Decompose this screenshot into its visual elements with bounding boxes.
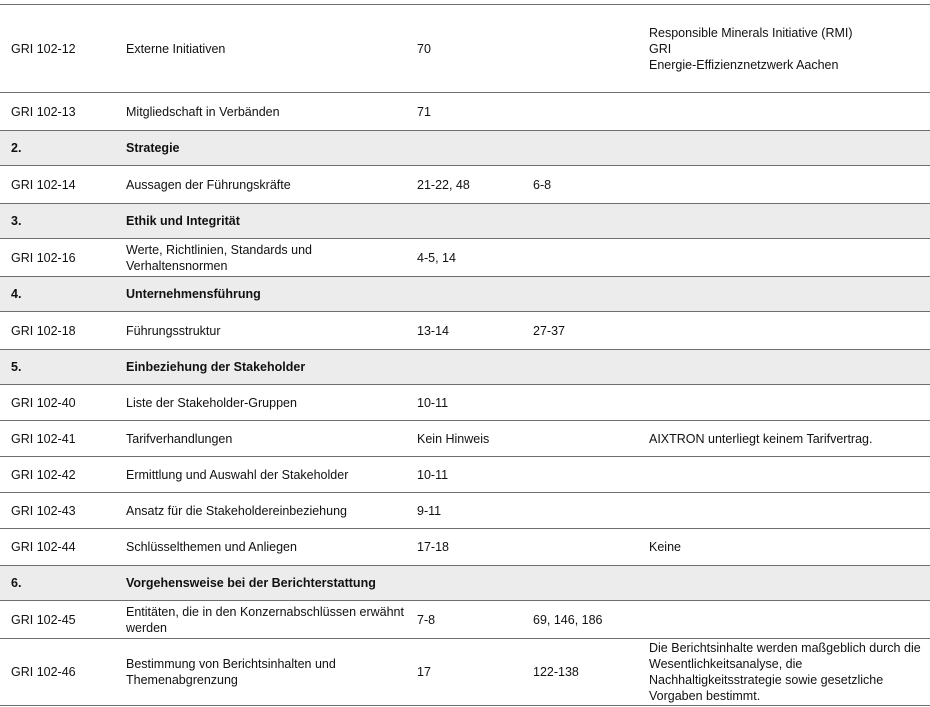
page-reference: 9-11 — [417, 503, 442, 518]
page-reference: Kein Hinweis — [417, 431, 490, 446]
table-row — [0, 385, 930, 421]
page-reference: 17 — [417, 665, 431, 679]
disclosure-title: Externe Initiativen — [126, 41, 226, 56]
page-reference: 10-11 — [417, 395, 449, 410]
table-row — [0, 312, 930, 350]
disclosure-title: Tarifverhandlungen — [126, 431, 233, 446]
annual-report-reference — [522, 93, 638, 131]
gri-code: GRI 102-43 — [11, 503, 76, 518]
annual-report-reference — [522, 529, 638, 566]
comment-line: AIXTRON unterliegt keinem Tarifvertrag. — [649, 431, 873, 446]
gri-code: GRI 102-14 — [11, 177, 76, 192]
table-row — [0, 166, 930, 204]
page-reference: 70 — [417, 41, 431, 56]
table-row — [0, 639, 930, 706]
gri-index-body — [0, 5, 930, 706]
comment-cell — [638, 493, 930, 529]
annual-report-reference — [522, 239, 638, 277]
comment-line: Die Berichtsinhalte werden maßgeblich durch die Wesentlichkeitsanalyse, die Nachhaltigkeitsstrategie sowie gesetzliche Vorgaben bestimmt. — [649, 641, 921, 703]
disclosure-title: Ermittlung und Auswahl der Stakeholder — [126, 467, 349, 482]
disclosure-title: Liste der Stakeholder-Gruppen — [126, 395, 297, 410]
disclosure-title: Ansatz für die Stakeholdereinbeziehung — [126, 503, 347, 518]
comment-cell — [638, 457, 930, 493]
annual-report-reference — [522, 5, 638, 93]
gri-code: GRI 102-45 — [11, 612, 76, 627]
comment-cell — [638, 312, 930, 350]
section-row — [0, 204, 930, 239]
disclosure-title: Führungsstruktur — [126, 323, 221, 338]
annual-report-reference — [522, 493, 638, 529]
disclosure-title: Schlüsselthemen und Anliegen — [126, 540, 297, 554]
page-reference: 13-14 — [417, 323, 449, 338]
gri-code: GRI 102-16 — [11, 250, 76, 265]
section-row — [0, 566, 930, 601]
disclosure-title: Entitäten, die in den Konzernabschlüssen erwähnt werden — [126, 604, 404, 635]
comment-cell — [638, 239, 930, 277]
section-number: 6. — [11, 576, 22, 590]
section-title: Unternehmensführung — [126, 287, 261, 301]
page-reference: 17-18 — [417, 540, 449, 554]
section-row — [0, 131, 930, 166]
table-row — [0, 493, 930, 529]
comment-cell — [638, 421, 930, 457]
gri-code: GRI 102-12 — [11, 41, 76, 56]
gri-code: GRI 102-40 — [11, 395, 76, 410]
section-number: 4. — [11, 287, 22, 301]
table-row — [0, 5, 930, 93]
annual-report-reference — [522, 385, 638, 421]
comment-line: Keine — [649, 540, 681, 554]
section-title: Ethik und Integrität — [126, 214, 240, 228]
section-number: 3. — [11, 214, 22, 228]
section-title: Einbeziehung der Stakeholder — [126, 360, 306, 374]
annual-report-reference: 122-138 — [533, 665, 579, 679]
table-row — [0, 239, 930, 277]
table-row — [0, 93, 930, 131]
table-row — [0, 529, 930, 566]
annual-report-reference: 69, 146, 186 — [533, 612, 603, 627]
annual-report-reference: 27-37 — [533, 323, 565, 338]
page-reference: 10-11 — [417, 467, 449, 482]
section-title: Strategie — [126, 141, 180, 155]
disclosure-title: Bestimmung von Berichtsinhalten und Themenabgrenzung — [126, 657, 336, 687]
gri-index-table — [0, 4, 930, 706]
page-reference: 7-8 — [417, 612, 436, 627]
gri-code: GRI 102-13 — [11, 104, 76, 119]
annual-report-reference — [522, 421, 638, 457]
comment-cell — [638, 166, 930, 204]
disclosure-title: Mitgliedschaft in Verbänden — [126, 104, 280, 119]
gri-code: GRI 102-46 — [11, 665, 76, 679]
page-reference: 21-22, 48 — [417, 177, 470, 192]
disclosure-title: Aussagen der Führungskräfte — [126, 177, 291, 192]
comment-cell — [638, 5, 930, 93]
gri-code: GRI 102-44 — [11, 540, 76, 554]
disclosure-title: Werte, Richtlinien, Standards und Verhaltensnormen — [126, 242, 312, 273]
gri-code: GRI 102-42 — [11, 467, 76, 482]
page-reference: 4-5, 14 — [417, 250, 456, 265]
comment-line: GRI — [649, 41, 672, 56]
table-row — [0, 601, 930, 639]
comment-cell — [638, 385, 930, 421]
section-row — [0, 277, 930, 312]
gri-code: GRI 102-18 — [11, 323, 76, 338]
section-number: 2. — [11, 141, 22, 155]
gri-code: GRI 102-41 — [11, 431, 76, 446]
comment-cell — [638, 93, 930, 131]
comment-line: Responsible Minerals Initiative (RMI) — [649, 25, 853, 40]
page-reference: 71 — [417, 104, 431, 119]
comment-cell — [638, 529, 930, 566]
comment-cell — [638, 639, 930, 706]
table-row — [0, 421, 930, 457]
section-row — [0, 350, 930, 385]
annual-report-reference — [522, 457, 638, 493]
table-row — [0, 457, 930, 493]
section-title: Vorgehensweise bei der Berichterstattung — [126, 576, 376, 590]
comment-line: Energie-Effizienznetzwerk Aachen — [649, 57, 839, 72]
annual-report-reference: 6-8 — [533, 177, 552, 192]
comment-cell — [638, 601, 930, 639]
section-number: 5. — [11, 360, 22, 374]
